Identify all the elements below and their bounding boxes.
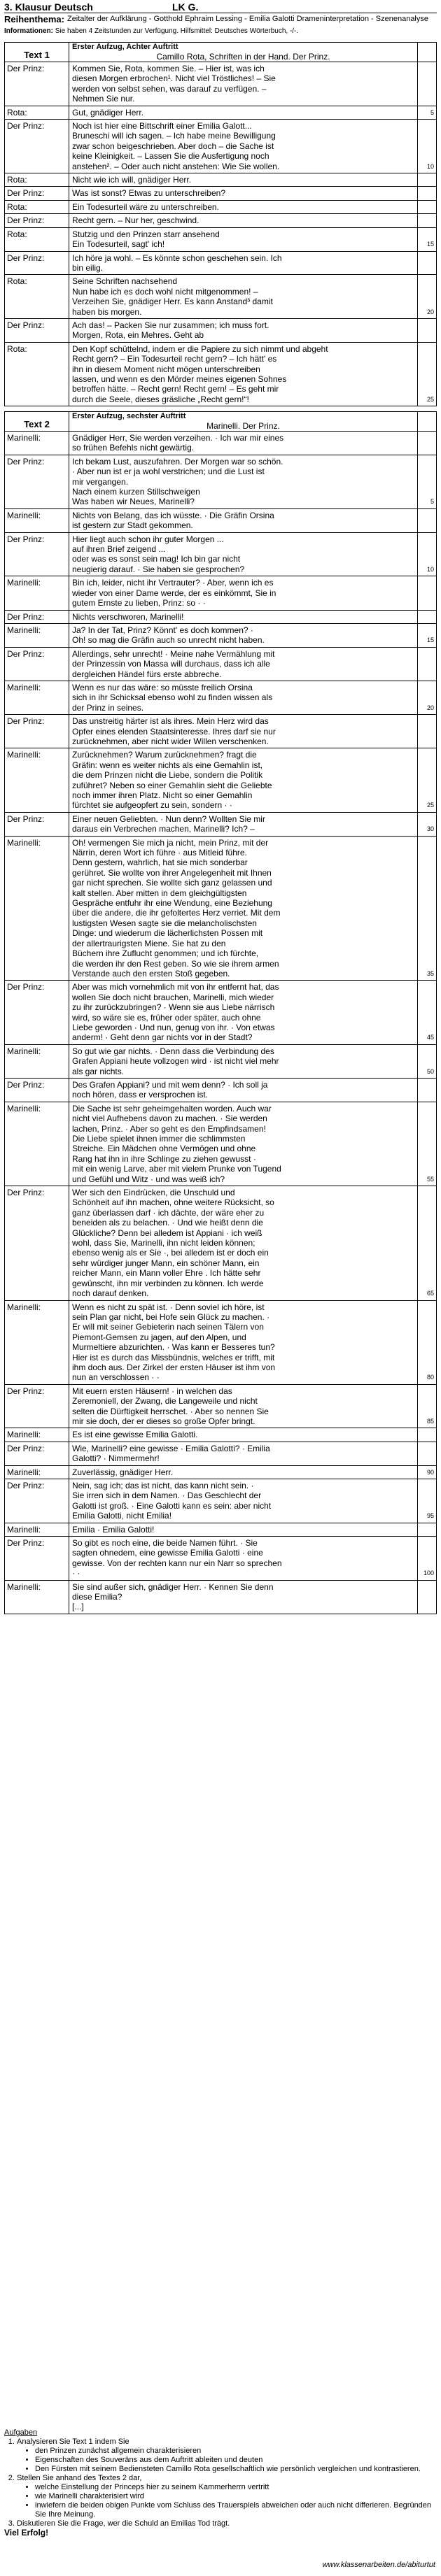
dialogue-block [5,576,436,609]
line-number-cell [418,62,436,106]
dialogue-text: Nichts von Belang, das ich wüsste. · Die Gräfin Orsina ist gestern zur Stadt gekommen. [69,509,418,532]
dialogue-block [5,980,436,1044]
dialogue-text: Aber was mich vornehmlich mit von ihr entfernt hat, das wollen Sie doch nicht brauchen, Marinelli, mich wieder zu ihr zurückzubringen? · Wenn sie aus Liebe närrisch wird, so wäre sie es, früher oder später, auch ohne Liebe geworden · Und nun, genug von ihr. · Von etwas anderm! · Geht denn gar nichts vor in der Stadt? [69,981,418,1044]
dialogue-text: Wenn es nur das wäre: so müsste freilich Orsina sich in ihr Schicksal ebenso wohl zu finden wissen als der Prinz in seines. [69,681,418,714]
speaker-name: Rota: [5,106,69,119]
dialogue-block [5,1536,436,1580]
dialogue-block [5,1428,436,1441]
dialogue-block [5,610,436,623]
speaker-name: Der Prinz: [5,715,69,748]
line-number-cell [418,1581,436,1614]
dialogue-block [5,1078,436,1102]
task-list [4,2438,437,2528]
dialogue-text: Oh! vermengen Sie mich ja nicht, mein Prinz, mit der Närrin, deren Wort ich führe · aus Mitleid führe. Denn gestern, wahrlich, hat sie mich sonderbar gerühret. Sie wollte von ihrer Angelegenheit mit Ihnen gar nicht sprechen. Sie wollte sich ganz gelassen und kalt stellen. Aber mitten in dem gleichgültigsten Gespräche entfuhr ihr eine Wendung, eine Beziehung über die andere, die ihr gefoltertes Herz verriet. Mit dem lustigsten Wesen sagte sie die melancholischsten Dinge: und wiederum die lächerlichsten Possen mit der allertraurigsten Miene. Sie hat zu den Büchern ihre Zuflucht genommen; und ich fürchte, die werden ihr den Rest geben. So wie sie ihrem armen Verstande auch den ersten Stoß gegeben. [69,837,418,981]
dialogue-text: Nichts verschworen, Marinelli! [69,611,418,623]
task-item [17,2519,437,2528]
dialogue-text: Einer neuen Geliebten. · Nun denn? Wollten Sie mir daraus ein Verbrechen machen, Marinelli? Ich? – [69,813,418,836]
dialogue-text: Recht gern. – Nur her, geschwind. [69,214,418,227]
line-number-cell [418,1466,436,1479]
dialogue-block [5,1465,436,1479]
text2-head [5,412,436,432]
line-number: 15 [426,636,434,644]
line-number-cell [418,319,436,342]
line-number-cell [418,1385,436,1428]
line-number: 80 [426,1374,434,1381]
line-number: 20 [426,704,434,711]
speaker-name: Der Prinz: [5,1479,69,1523]
dialogue-block [5,1442,436,1465]
speaker-name: Der Prinz: [5,214,69,227]
line-number: 95 [426,1512,434,1520]
speaker-name: Marinelli: [5,1523,69,1536]
text2-title-wrap [69,412,418,431]
speaker-name: Der Prinz: [5,981,69,1044]
dialogue-block [5,213,436,227]
dialogue-block [5,274,436,318]
speaker-name: Marinelli: [5,1301,69,1384]
header-row [4,0,437,13]
dialogue-text: Nicht wie ich will, gnädiger Herr. [69,173,418,186]
line-number-cell [418,576,436,609]
dialogue-text: Noch ist hier eine Bittschrift einer Emilia Galott... Bruneschi will ich sagen. – Ich habe meine Bewilligung zwar schon beigeschrieben. Aber doch – die Sache ist keine Kleinigkeit. – Lassen Sie die Ausfertigung noch anstehen². – Oder auch nicht anstehen: Wie Sie wollen. [69,120,418,173]
line-number-cell [418,201,436,213]
line-number-cell [418,1428,436,1441]
speaker-name: Marinelli: [5,432,69,455]
line-number: 10 [426,162,434,170]
dialogue-block [5,106,436,119]
success-note: Viel Erfolg! [4,2528,49,2538]
line-number: 5 [430,108,434,116]
text2-act: Erster Aufzug, sechster Auftritt [72,412,186,420]
info-row [4,24,437,37]
footer-url: www.klassenarbeiten.de/abiturtut [322,2561,435,2569]
dialogue-block [5,318,436,342]
line-number-cell [418,1102,436,1186]
dialogue-block [5,812,436,836]
dialogue-text: Nein, sag ich; das ist nicht, das kann nicht sein. · Sie irren sich in dem Namen. · Das Geschlecht der Galotti ist groß. · Eine Galotti kann es sein: aber nicht Emilia Galotti, nicht Emilia! [69,1479,418,1523]
text1-body [5,62,436,406]
dialogue-block [5,227,436,251]
task-subitem: • Den Fürsten mit seinem Bediensteten Camillo Rota gesellschaftlich wie persönlich vergleichen und kontrastieren. [35,2465,437,2474]
speaker-name: Der Prinz: [5,611,69,623]
line-number-cell [418,173,436,186]
dialogue-text: Es ist eine gewisse Emilia Galotti. [69,1428,418,1441]
text2-body [5,432,436,1614]
task-text: Stellen Sie anhand des Textes 2 dar, [17,2474,142,2482]
speaker-name: Marinelli: [5,1428,69,1441]
dialogue-text: Ich bekam Lust, auszufahren. Der Morgen war so schön. · Aber nun ist er ja wohl verstrichen; und die Lust ist mir vergangen. Nach einem kurzen Stillschweigen Was haben wir Neues, Marinelli? [69,455,418,508]
dialogue-text: Sie sind außer sich, gnädiger Herr. · Kennen Sie denn diese Emilia? [...] [69,1581,418,1614]
dialogue-text: Allerdings, sehr unrecht! · Meine nahe Vermählung mit der Prinzessin von Massa will durchaus, dass ich alle dergleichen Händel fürs erste abbreche. [69,648,418,681]
task-text: Analysieren Sie Text 1 indem Sie [17,2438,130,2446]
speaker-name: Rota: [5,201,69,213]
line-number: 90 [426,1468,434,1476]
theme-label: Reihenthema: [4,14,64,24]
line-number-cell [418,1442,436,1465]
dialogue-text: Des Grafen Appiani? und mit wem denn? · Ich soll ja noch hören, dass er versprochen ist. [69,1079,418,1102]
theme-row [4,13,437,24]
dialogue-text: Die Sache ist sehr geheimgehalten worden. Auch war nicht viel Aufhebens davon zu machen. · Sie werden lachen, Prinz. · Aber so geht es den Empfindsamen! Die Liebe spielet ihnen immer die schlimmsten Streiche. Ein Mädchen ohne Vermögen und ohne Rang hat ihn in ihre Schlinge zu ziehen gewusst · mit ein wenig Larve, aber mit vielem Prunke von Tugend und Gefühl und Witz · und was weiß ich? [69,1102,418,1186]
text1-num-head [418,43,436,62]
line-number-cell [418,214,436,227]
line-number-cell [418,813,436,836]
line-number-cell [418,455,436,508]
text1-box [4,42,437,406]
line-number: 55 [426,1175,434,1183]
dialogue-block [5,200,436,213]
line-number: 65 [426,1290,434,1297]
text2-box [4,411,437,1614]
dialogue-block [5,836,436,981]
dialogue-block [5,748,436,811]
line-number-cell [418,106,436,119]
dialogue-text: Zuverlässig, gnädiger Herr. [69,1466,418,1479]
dialogue-block [5,186,436,199]
line-number: 35 [426,969,434,977]
task-item [17,2474,437,2519]
line-number: 30 [426,825,434,833]
dialogue-text: Das unstreitig härter ist als ihres. Mein Herz wird das Opfer eines elenden Staatsinteresse. Ihres darf sie nur zurücknehmen, aber nicht wider Willen verschenken. [69,715,418,748]
dialogue-text: Emilia · Emilia Galotti! [69,1523,418,1536]
speaker-name: Der Prinz: [5,187,69,199]
text1-title-wrap [69,43,418,62]
line-number-cell [418,1301,436,1384]
line-number-cell [418,648,436,681]
dialogue-text: Seine Schriften nachsehend Nun habe ich es doch wohl nicht mitgenommen! – Verzeihen Sie, gnädiger Herr. Es kann Anstand³ damit haben bis morgen. [69,275,418,318]
info-text: Sie haben 4 Zeitstunden zur Verfügung. Hilfsmittel: Deutsches Wörterbuch, -/-. [55,27,299,35]
dialogue-block [5,173,436,186]
task-subitem: • inwiefern die beiden obigen Punkte vom Schluss des Trauerspiels abweichen oder auch nicht differieren. Begründen Sie Ihre Meinung. [35,2501,437,2519]
dialogue-block [5,623,436,647]
dialogue-text: So gibt es noch eine, die beide Namen führt. · Sie sagten ohnedem, eine gewisse Emilia Galotti · eine gewisse. Von der rechten kann nur ein Narr so sprechen · · [69,1537,418,1580]
task-subitems [17,2447,437,2474]
line-number-cell [418,1479,436,1523]
dialogue-block [5,251,436,275]
speaker-name: Der Prinz: [5,1442,69,1465]
line-number-cell [418,509,436,532]
dialogue-text: Wer sich den Eindrücken, die Unschuld und Schönheit auf ihn machen, ohne weitere Rücksicht, so ganz überlassen darf · ich dächte, der wäre eher zu beneiden als zu belachen. · Und wie heißt denn die Glückliche? Denn bei alledem ist Appiani · ich weiß wohl, dass Sie, Marinelli, ihn nicht leiden können; ebenso wenig als er Sie ·, bei alledem ist er doch ein sehr würdiger junger Mann, ein schöner Mann, ein reicher Mann, ein Mann voller Ehre . Ich hätte sehr gewünscht, ihn mir verbinden zu können. Ich werde noch darauf denken. [69,1186,418,1300]
line-number-cell [418,715,436,748]
speaker-name: Marinelli: [5,1102,69,1186]
task-text: Diskutieren Sie die Frage, wer die Schuld an Emilias Tod trägt. [17,2519,230,2528]
dialogue-text: Gut, gnädiger Herr. [69,106,418,119]
line-number-cell [418,981,436,1044]
tasks-heading: Aufgaben [4,2428,38,2437]
line-number-cell [418,681,436,714]
speaker-name: Der Prinz: [5,319,69,342]
speaker-name: Der Prinz: [5,1186,69,1300]
dialogue-block [5,62,436,106]
line-number: 50 [426,1067,434,1075]
line-number: 5 [430,498,434,506]
dialogue-block [5,1102,436,1186]
task-subitem: • wie Marinelli charakterisiert wird [35,2492,437,2501]
dialogue-block [5,1186,436,1300]
line-number-cell [418,1537,436,1580]
text2-num-head [418,412,436,431]
dialogue-text: Kommen Sie, Rota, kommen Sie. – Hier ist, was ich diesen Morgen erbrochen¹. Nicht viel Tröstliches! – Sie werden von selbst sehen, was darauf zu verfügen. – Nehmen Sie nur. [69,62,418,106]
speaker-name: Der Prinz: [5,1537,69,1580]
dialogue-text: Wenn es nicht zu spät ist. · Denn soviel ich höre, ist sein Plan gar nicht, bei Hofe sein Glück zu machen. · Er will mit seiner Gebieterin nach seinen Tälern von Piemont-Gemsen zu jagen, auf den Alpen, und Murmeltiere abzurichten. · Was kann er Besseres tun? Hier ist es durch das Missbündnis, welches er trifft, mit ihm doch aus. Der Zirkel der ersten Häuser ist ihm von nun an verschlossen · · [69,1301,418,1384]
dialogue-block [5,532,436,576]
dialogue-block [5,1479,436,1523]
dialogue-block [5,714,436,748]
speaker-name: Rota: [5,343,69,406]
speaker-name: Der Prinz: [5,62,69,106]
dialogue-text: Ja? In der Tat, Prinz? Könnt' es doch kommen? · Oh! so mag die Gräfin auch so unrecht nicht haben. [69,624,418,647]
dialogue-block [5,647,436,681]
dialogue-text: Bin ich, leider, nicht ihr Vertrauter? · Aber, wenn ich es wieder von einer Dame werde, der es einkömmt, Sie in gutem Ernste zu lieben, Prinz: so · · [69,576,418,609]
dialogue-text: Ein Todesurteil wäre zu unterschreiben. [69,201,418,213]
line-number-cell [418,748,436,811]
speaker-name: Rota: [5,228,69,251]
dialogue-block [5,342,436,406]
speaker-name: Rota: [5,275,69,318]
speaker-name: Rota: [5,173,69,186]
line-number-cell [418,1523,436,1536]
speaker-name: Marinelli: [5,748,69,811]
dialogue-text: Hier liegt auch schon ihr guter Morgen ... auf ihren Brief zeigend ... oder was es sonst sein mag! Ich bin gar nicht neugierig darauf. · Sie haben sie gesprochen? [69,533,418,576]
speaker-name: Marinelli: [5,1466,69,1479]
speaker-name: Der Prinz: [5,455,69,508]
exam-title: 3. Klausur Deutsch [4,1,93,13]
line-number-cell [418,837,436,981]
dialogue-text: Zurücknehmen? Warum zurücknehmen? fragt die Gräfin: wenn es weiter nichts als eine Gemahlin ist, die dem Prinzen nicht die Liebe, sondern die Politik zuführet? Neben so einer Gemahlin sieht die Geliebte noch immer ihren Platz. Nicht so einer Gemahlin fürchtet sie aufgeopfert zu sein, sondern · · [69,748,418,811]
dialogue-text: Den Kopf schüttelnd, indem er die Papiere zu sich nimmt und abgeht Recht gern? – Ein Todesurteil recht gern? – Ich hätt' es ihn in diesem Moment nicht mögen unterschreiben lassen, und wenn es den Mörder meines eigenen Sohnes betroffen hätte. – Recht gern! Recht gern! – Es geht mir durch die Seele, dieses gräsliche „Recht gern!“! [69,343,418,406]
line-number-cell [418,252,436,275]
text2-label: Text 2 [5,412,69,431]
speaker-name: Marinelli: [5,509,69,532]
info-label: Informationen: [4,27,53,35]
tasks-section [4,2428,437,2538]
speaker-name: Marinelli: [5,1045,69,1078]
task-subitem: • den Prinzen zunächst allgemein charakterisieren [35,2447,437,2456]
speaker-name: Der Prinz: [5,120,69,173]
text1-head [5,43,436,62]
speaker-name: Der Prinz: [5,252,69,275]
dialogue-block [5,1523,436,1536]
theme-text: Zeitalter der Aufklärung - Gotthold Ephraim Lessing - Emilia Galotti Drameninterpretation - Szenenanalyse [66,15,428,23]
task-subitem: • Eigenschaften des Souveräns aus dem Auftritt ableiten und deuten [35,2456,437,2465]
line-number-cell [418,624,436,647]
line-number: 25 [426,395,434,403]
dialogue-text: Wie, Marinelli? eine gewisse · Emilia Galotti? · Emilia Galotti? · Nimmermehr! [69,1442,418,1465]
speaker-name: Marinelli: [5,837,69,981]
dialogue-block [5,432,436,455]
line-number-cell [418,432,436,455]
text1-label: Text 1 [5,43,69,62]
dialogue-block [5,508,436,532]
line-number: 10 [426,565,434,573]
speaker-name: Der Prinz: [5,1385,69,1428]
text2-title: Marinelli. Der Prinz. [206,421,280,431]
speaker-name: Der Prinz: [5,648,69,681]
line-number: 20 [426,308,434,315]
line-number-cell [418,533,436,576]
line-number-cell [418,120,436,173]
speaker-name: Marinelli: [5,576,69,609]
speaker-name: Marinelli: [5,624,69,647]
speaker-name: Marinelli: [5,1581,69,1614]
dialogue-block [5,1300,436,1384]
dialogue-block [5,1580,436,1614]
dialogue-text: Mit euern ersten Häusern! · in welchen das Zeremoniell, der Zwang, die Langeweile und nicht selten die Dürftigkeit herrschet. · Aber so nennen Sie mir sie doch, der er dieses so große Opfer bringt. [69,1385,418,1428]
dialogue-block [5,1044,436,1078]
exam-header [4,0,437,37]
line-number-cell [418,611,436,623]
dialogue-block [5,1384,436,1428]
dialogue-text: Ich höre ja wohl. – Es könnte schon geschehen sein. Ich bin eilig. [69,252,418,275]
dialogue-text: Was ist sonst? Etwas zu unterschreiben? [69,187,418,199]
line-number-cell [418,1045,436,1078]
dialogue-block [5,681,436,714]
text1-act: Erster Aufzug, Achter Auftritt [72,43,178,51]
line-number: 25 [426,802,434,809]
dialogue-block [5,119,436,173]
speaker-name: Der Prinz: [5,813,69,836]
line-number: 85 [426,1417,434,1425]
line-number: 15 [426,241,434,248]
course-label: LK G. [172,1,199,13]
dialogue-block [5,455,436,508]
line-number-cell [418,187,436,199]
task-item [17,2438,437,2474]
dialogue-text: Ach das! – Packen Sie nur zusammen; ich muss fort. Morgen, Rota, ein Mehres. Geht ab [69,319,418,342]
line-number-cell [418,1079,436,1102]
line-number: 45 [426,1034,434,1041]
text1-title: Camillo Rota, Schriften in der Hand. Der Prinz. [156,52,330,62]
line-number-cell [418,343,436,406]
task-subitem: • welche Einstellung der Princeps hier zu seinem Kammerherrn vertritt [35,2483,437,2492]
dialogue-text: Stutzig und den Prinzen starr ansehend Ein Todesurteil, sagt' ich! [69,228,418,251]
line-number-cell [418,1186,436,1300]
line-number-cell [418,228,436,251]
speaker-name: Der Prinz: [5,533,69,576]
line-number-cell [418,275,436,318]
speaker-name: Der Prinz: [5,1079,69,1102]
line-number: 100 [423,1570,434,1577]
task-subitems [17,2483,437,2519]
dialogue-text: So gut wie gar nichts. · Denn dass die Verbindung des Grafen Appiani heute vollzogen wird · ist nicht viel mehr als gar nichts. [69,1045,418,1078]
dialogue-text: Gnädiger Herr, Sie werden verzeihen. · Ich war mir eines so frühen Befehls nicht gewärtig. [69,432,418,455]
speaker-name: Marinelli: [5,681,69,714]
